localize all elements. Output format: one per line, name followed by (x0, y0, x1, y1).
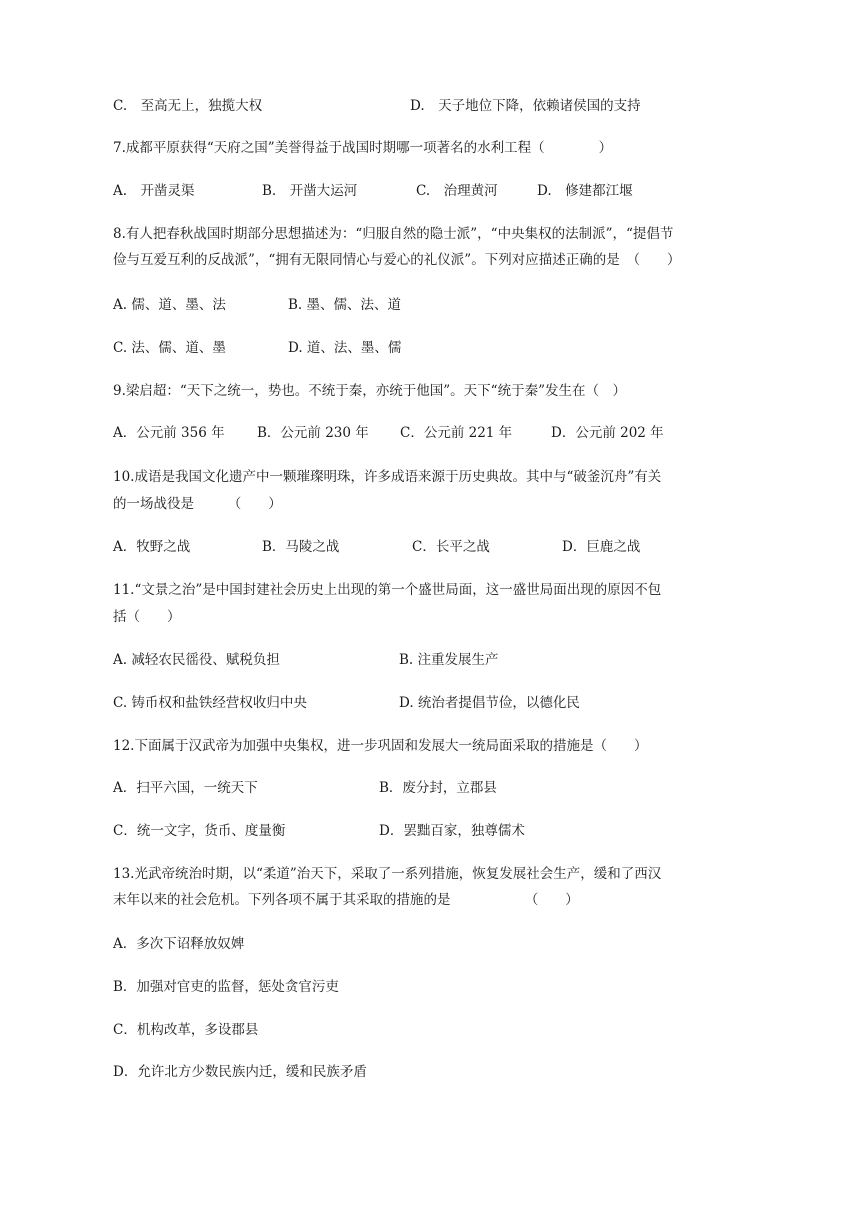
q13-option-a: A．多次下诏释放奴婢 (113, 936, 245, 952)
q12-option-a: A．扫平六国，一统天下 (113, 780, 258, 796)
q7-stem: 7.成都平原获得“天府之国”美誉得益于战国时期哪一项著名的水利工程（ ） (113, 140, 613, 156)
q8-option-d: D. 道、法、墨、儒 (288, 340, 402, 356)
q12-option-d: D．罢黜百家，独尊儒术 (379, 823, 525, 839)
q7-option-b: B. 开凿大运河 (262, 183, 358, 199)
q6-option-c: C. 至高无上，独揽大权 (113, 98, 263, 114)
q10-option-a: A．牧野之战 (113, 539, 191, 555)
q10-option-d: D．巨鹿之战 (562, 539, 641, 555)
q11-option-a: A. 减轻农民徭役、赋税负担 (113, 652, 280, 668)
q9-option-a: A．公元前 356 年 (113, 425, 225, 441)
q6-option-d: D. 天子地位下降，依赖诸侯国的支持 (410, 98, 641, 114)
q8-stem-line1: 8.有人把春秋战国时期部分思想描述为：“归服自然的隐士派”，“中央集权的法制派”，“提倡节 (113, 226, 674, 242)
q12-option-c: C．统一文字，货币、度量衡 (113, 823, 286, 839)
q13-stem-line2: 末年以来的社会危机。下列各项不属于其采取的措施的是 （ ） (113, 892, 579, 908)
q7-option-c: C. 治理黄河 (416, 183, 498, 199)
q9-option-c: C．公元前 221 年 (400, 425, 513, 441)
q10-stem-line1: 10.成语是我国文化遗产中一颗璀璨明珠，许多成语来源于历史典故。其中与“破釜沉舟”有关 (113, 469, 662, 485)
q9-option-b: B．公元前 230 年 (257, 425, 369, 441)
q8-option-b: B. 墨、儒、法、道 (288, 297, 402, 313)
q10-option-b: B．马陵之战 (262, 539, 340, 555)
q7-option-d: D. 修建都江堰 (537, 183, 633, 199)
q12-option-b: B．废分封，立郡县 (379, 780, 497, 796)
q11-option-d: D. 统治者提倡节俭，以德化民 (399, 695, 580, 711)
q9-option-d: D．公元前 202 年 (551, 425, 664, 441)
q8-option-a: A. 儒、道、墨、法 (113, 297, 226, 313)
q10-option-c: C．长平之战 (412, 539, 490, 555)
q11-option-c: C. 铸币权和盐铁经营权收归中央 (113, 695, 307, 711)
q10-stem-line2: 的一场战役是 （ ） (113, 496, 282, 512)
q8-stem-line2: 俭与互爱互利的反战派”，“拥有无限同情心与爱心的礼仪派”。下列对应描述正确的是 （ ） (113, 252, 681, 268)
q13-option-c: C．机构改革，多设郡县 (113, 1022, 259, 1038)
q11-stem-line1: 11.“文景之治”是中国封建社会历史上出现的第一个盛世局面，这一盛世局面出现的原因不包 (113, 582, 662, 598)
q11-option-b: B. 注重发展生产 (399, 652, 499, 668)
q9-stem: 9.梁启超：“天下之统一，势也。不统于秦，亦统于他国”。天下“统于秦”发生在（ ） (113, 383, 626, 399)
q12-stem: 12.下面属于汉武帝为加强中央集权，进一步巩固和发展大一统局面采取的措施是（ ） (113, 738, 648, 754)
q11-stem-line2: 括（ ） (113, 609, 181, 625)
q13-option-b: B．加强对官吏的监督，惩处贪官污吏 (113, 979, 339, 995)
q13-stem-line1: 13.光武帝统治时期，以“柔道”治天下，采取了一系列措施，恢复发展社会生产，缓和了西汉 (113, 866, 662, 882)
q7-option-a: A. 开凿灵渠 (113, 183, 195, 199)
q8-option-c: C. 法、儒、道、墨 (113, 340, 226, 356)
q13-option-d: D．允许北方少数民族内迁，缓和民族矛盾 (113, 1064, 367, 1080)
